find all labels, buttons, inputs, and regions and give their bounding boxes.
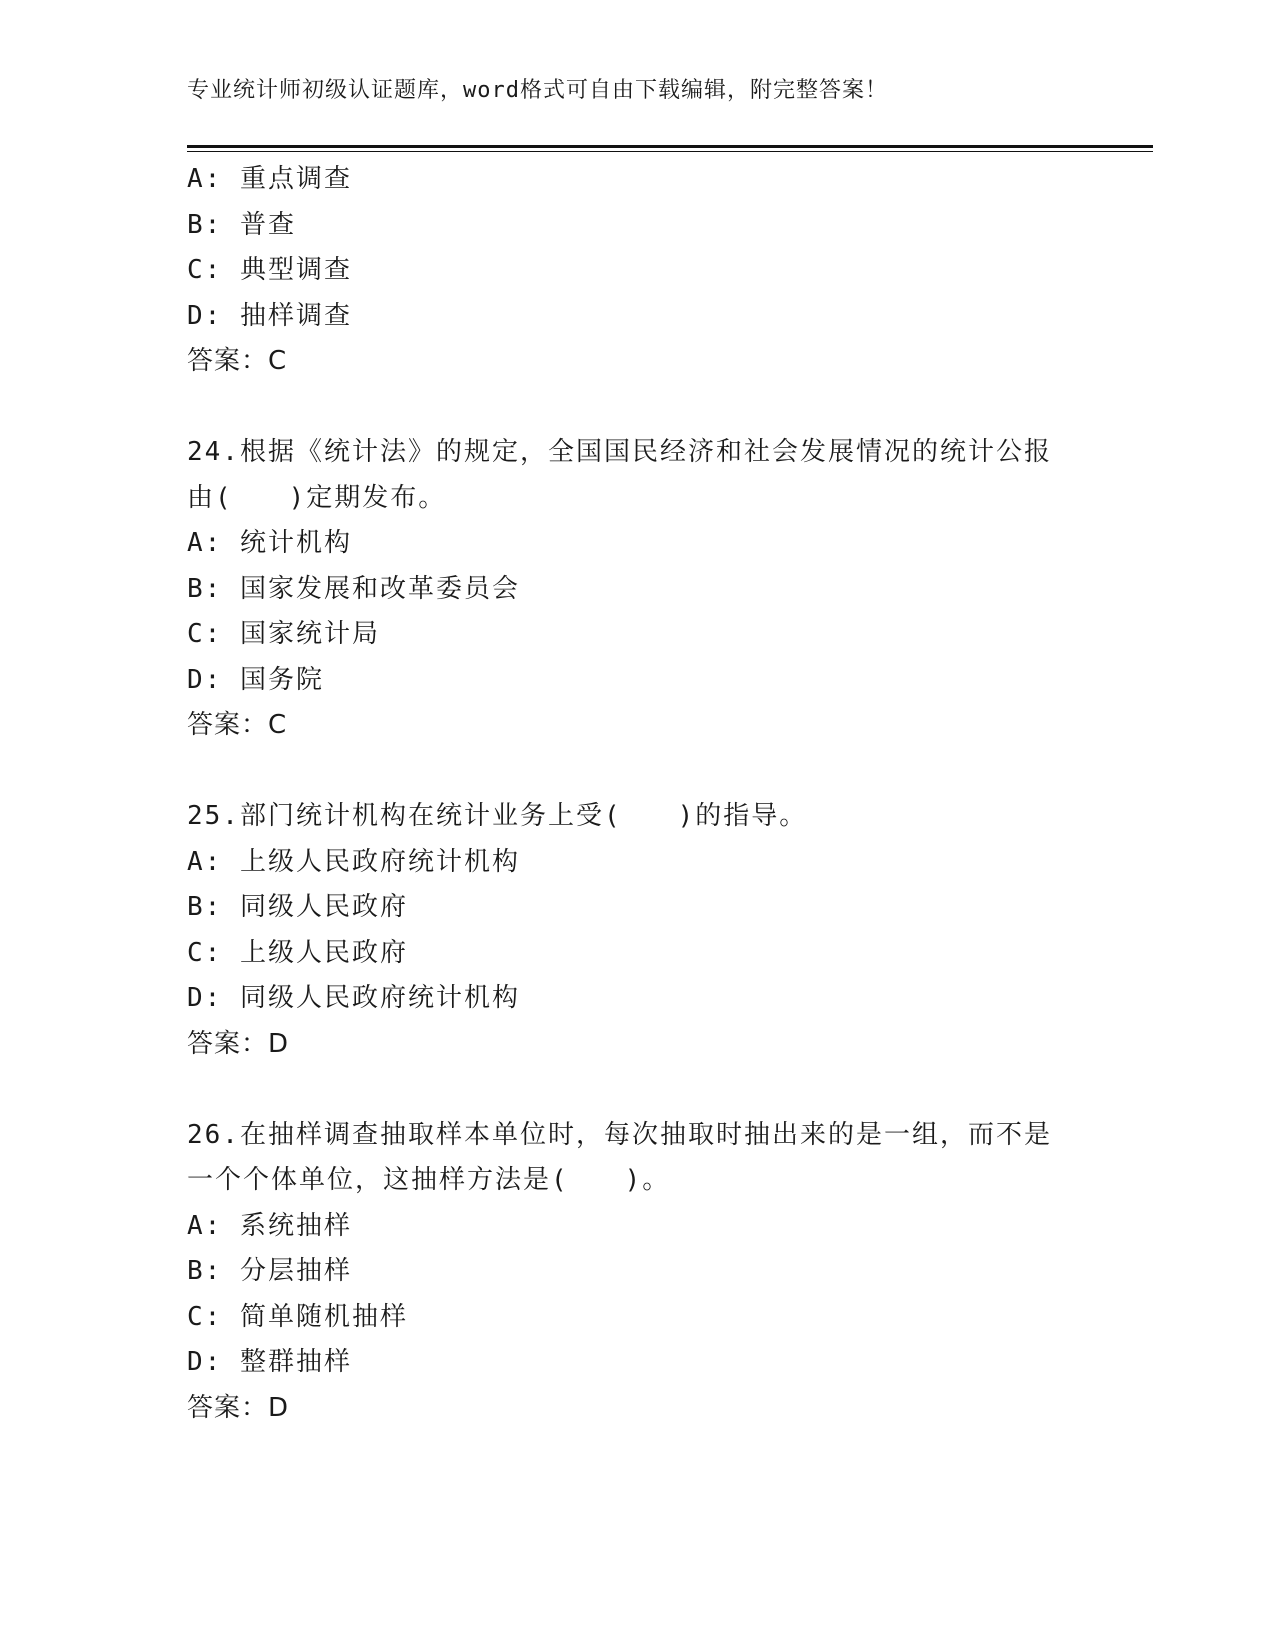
header-rule-thick (187, 145, 1153, 148)
option-b: B: 同级人民政府 (187, 892, 408, 922)
option-b: B: 分层抽样 (187, 1256, 352, 1286)
option-d: D: 同级人民政府统计机构 (187, 983, 520, 1013)
question-stem-line: 24.根据《统计法》的规定，全国国民经济和社会发展情况的统计公报 (187, 437, 1052, 467)
option-d: D: 国务院 (187, 664, 324, 695)
question-25 (187, 794, 1087, 1067)
document-body (187, 157, 1087, 1431)
spacer (187, 1067, 1087, 1113)
answer: 答案：C (187, 710, 288, 740)
question-stem-line: 25.部门统计机构在统计业务上受( )的指导。 (187, 801, 808, 831)
option-a: A: 上级人民政府统计机构 (187, 846, 520, 877)
option-c: C: 典型调查 (187, 255, 352, 285)
option-b: B: 普查 (187, 209, 296, 240)
page-header: 专业统计师初级认证题库，word格式可自由下载编辑，附完整答案！ (187, 78, 888, 103)
spacer (187, 749, 1087, 795)
option-a: A: 系统抽样 (187, 1210, 352, 1241)
question-23-continuation (187, 157, 1087, 385)
answer: 答案：C (187, 346, 288, 376)
option-a: A: 统计机构 (187, 528, 352, 558)
question-24 (187, 430, 1087, 749)
header-rule-thin (187, 151, 1153, 152)
spacer (187, 385, 1087, 431)
question-stem-line: 一个个体单位，这抽样方法是( )。 (187, 1165, 671, 1195)
answer: 答案：D (187, 1028, 290, 1059)
question-stem-line: 26.在抽样调查抽取样本单位时，每次抽取时抽出来的是一组，而不是 (187, 1119, 1052, 1150)
option-c: C: 国家统计局 (187, 619, 380, 649)
option-c: C: 简单随机抽样 (187, 1301, 408, 1332)
option-c: C: 上级人民政府 (187, 937, 408, 968)
option-a: A: 重点调查 (187, 164, 352, 194)
option-d: D: 抽样调查 (187, 300, 352, 331)
question-stem-line: 由( )定期发布。 (187, 482, 447, 513)
question-26 (187, 1113, 1087, 1432)
option-d: D: 整群抽样 (187, 1347, 352, 1377)
option-b: B: 国家发展和改革委员会 (187, 573, 520, 604)
answer: 答案：D (187, 1392, 290, 1423)
